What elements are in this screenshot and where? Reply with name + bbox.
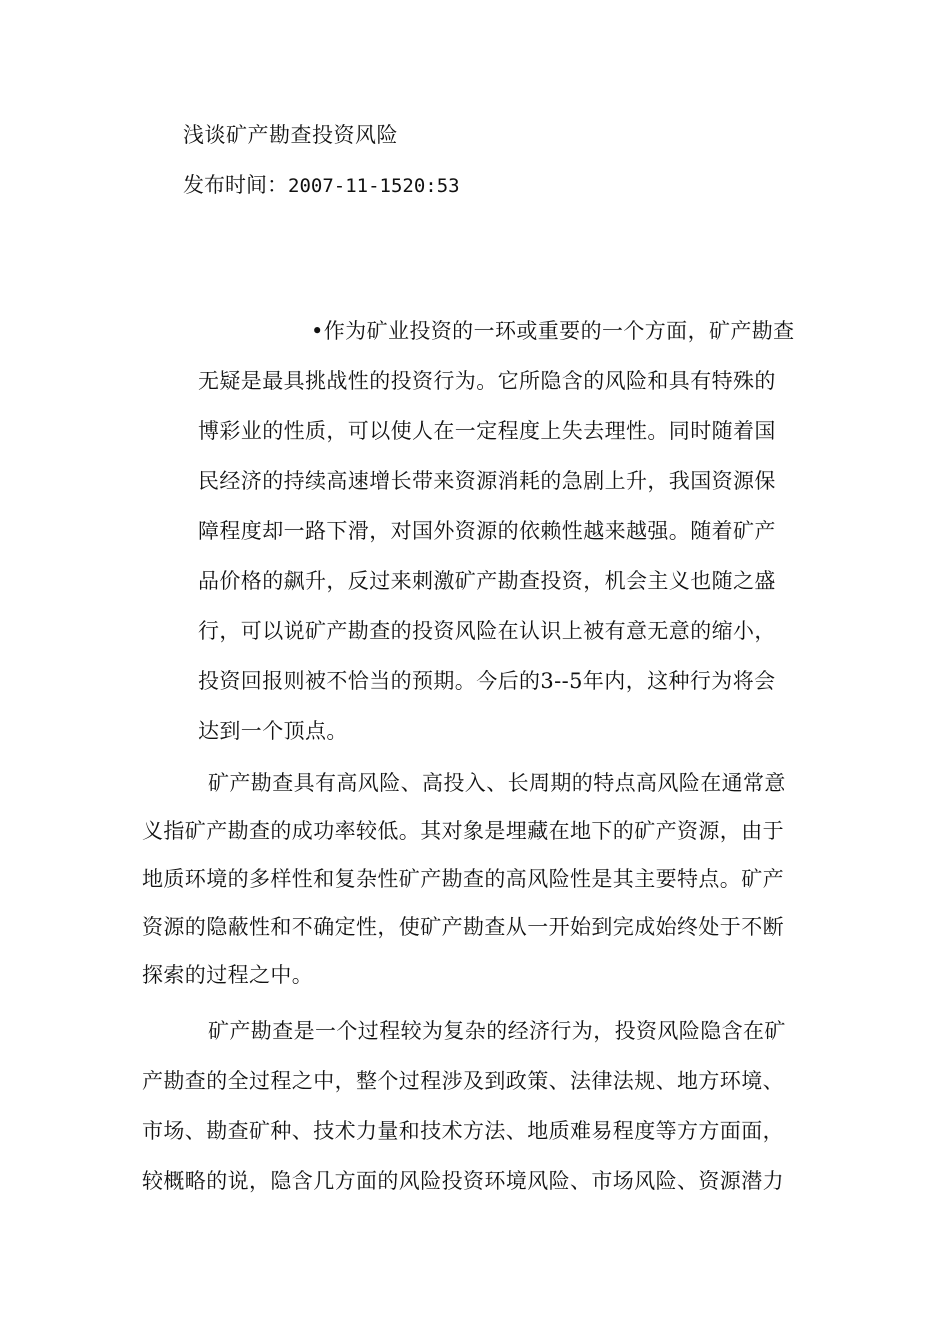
paragraph-2-line-4: 资源的隐蔽性和不确定性，使矿产勘查从一开始到完成始终处于不断 — [142, 915, 784, 939]
paragraph-2-line-1: 矿产勘查具有高风险、高投入、长周期的特点高风险在通常意 — [208, 771, 786, 795]
publish-label: 发布时间： — [183, 173, 288, 197]
paragraph-1-line-4: 民经济的持续高速增长带来资源消耗的急剧上升，我国资源保 — [198, 469, 776, 493]
paragraph-2-line-2: 义指矿产勘查的成功率较低。其对象是埋藏在地下的矿产资源，由于 — [142, 819, 784, 843]
paragraph-1-line-3: 博彩业的性质，可以使人在一定程度上失去理性。同时随着国 — [198, 419, 776, 443]
paragraph-2-line-5: 探索的过程之中。 — [142, 963, 314, 987]
document-title: 浅谈矿产勘查投资风险 — [183, 123, 398, 147]
paragraph-1-line-8: 投资回报则被不恰当的预期。今后的3--5年内，这种行为将会 — [198, 669, 776, 693]
paragraph-3-line-4: 较概略的说，隐含几方面的风险投资环境风险、市场风险、资源潜力 — [142, 1169, 784, 1193]
paragraph-1-line-6: 品价格的飙升，反过来刺激矿产勘查投资，机会主义也随之盛 — [198, 569, 776, 593]
paragraph-1-line-2: 无疑是最具挑战性的投资行为。它所隐含的风险和具有特殊的 — [198, 369, 776, 393]
paragraph-1-line-5: 障程度却一路下滑，对国外资源的依赖性越来越强。随着矿产 — [198, 519, 776, 543]
paragraph-1-line-1: •作为矿业投资的一环或重要的一个方面，矿产勘查 — [311, 319, 795, 343]
paragraph-1-line-7: 行，可以说矿产勘查的投资风险在认识上被有意无意的缩小， — [198, 619, 776, 643]
paragraph-3-line-2: 产勘查的全过程之中，整个过程涉及到政策、法律法规、地方环境、 — [142, 1069, 784, 1093]
paragraph-1-line-9: 达到一个顶点。 — [198, 719, 348, 743]
paragraph-2-line-3: 地质环境的多样性和复杂性矿产勘查的高风险性是其主要特点。矿产 — [142, 867, 784, 891]
paragraph-3-line-1: 矿产勘查是一个过程较为复杂的经济行为，投资风险隐含在矿 — [208, 1019, 786, 1043]
publish-info — [183, 170, 460, 201]
paragraph-3-line-3: 市场、勘查矿种、技术力量和技术方法、地质难易程度等方方面面， — [142, 1119, 784, 1143]
publish-time: 2007-11-1520:53 — [288, 175, 460, 197]
